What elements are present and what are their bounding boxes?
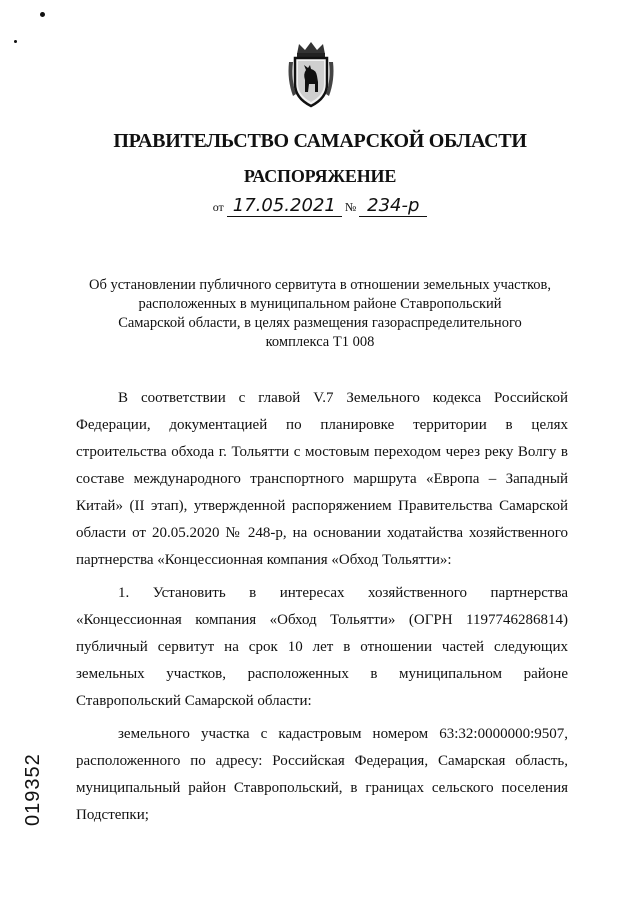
body-paragraph: В соответствии с главой V.7 Земельного кодекса Российской Федерации, документацией по планировке территории в целях строительства обхода г. Тольятти с мостовым переходом через реку Волгу в составе международного транспортного маршрута «Европа – Западный Китай» (II этап), утвержденной распоряжением Правительства Самарской области от 20.05.2020 № 248-р, на основании ходатайства хозяйственного партнерства «Концессионная компания «Обход Тольятти»: [76, 390, 568, 568]
handwritten-number: 234-р [359, 196, 427, 217]
subject-line: расположенных в муниципальном районе Ставропольский [138, 296, 502, 312]
samara-coat-of-arms-icon [285, 40, 337, 110]
subject-line: Самарской области, в целях размещения газораспределительного [118, 315, 522, 331]
date-prefix: от [212, 200, 224, 214]
document-subject [60, 276, 580, 352]
date-number-line [0, 196, 640, 217]
body-paragraph: 1. Установить в интересах хозяйственного партнерства «Концессионная компания «Обход Тольятти» (ОГРН 1197746286814) публичный сервитут на срок 10 лет в отношении частей следующих земельных участков, расположенных в муниципальном районе Ставропольский Самарской области: [76, 585, 568, 709]
document-type: РАСПОРЯЖЕНИЕ [243, 166, 397, 186]
side-serial-number: 019352 [22, 753, 44, 826]
scan-speck [40, 12, 45, 17]
subject-line: Об установлении публичного сервитута в отношении земельных участков, [89, 277, 551, 293]
body-paragraph: земельного участка с кадастровым номером 63:32:0000000:9507, расположенного по адресу: Российская Федерация, Самарская область, муниципальный район Ставропольский, в границах сельского поселения Подстепки; [76, 726, 568, 823]
government-title: ПРАВИТЕЛЬСТВО САМАРСКОЙ ОБЛАСТИ [113, 130, 527, 152]
handwritten-date: 17.05.2021 [227, 196, 342, 217]
document-body [76, 385, 568, 829]
subject-line: комплекса Т1 008 [265, 334, 375, 350]
number-prefix: № [344, 200, 357, 214]
scan-speck [14, 40, 17, 43]
